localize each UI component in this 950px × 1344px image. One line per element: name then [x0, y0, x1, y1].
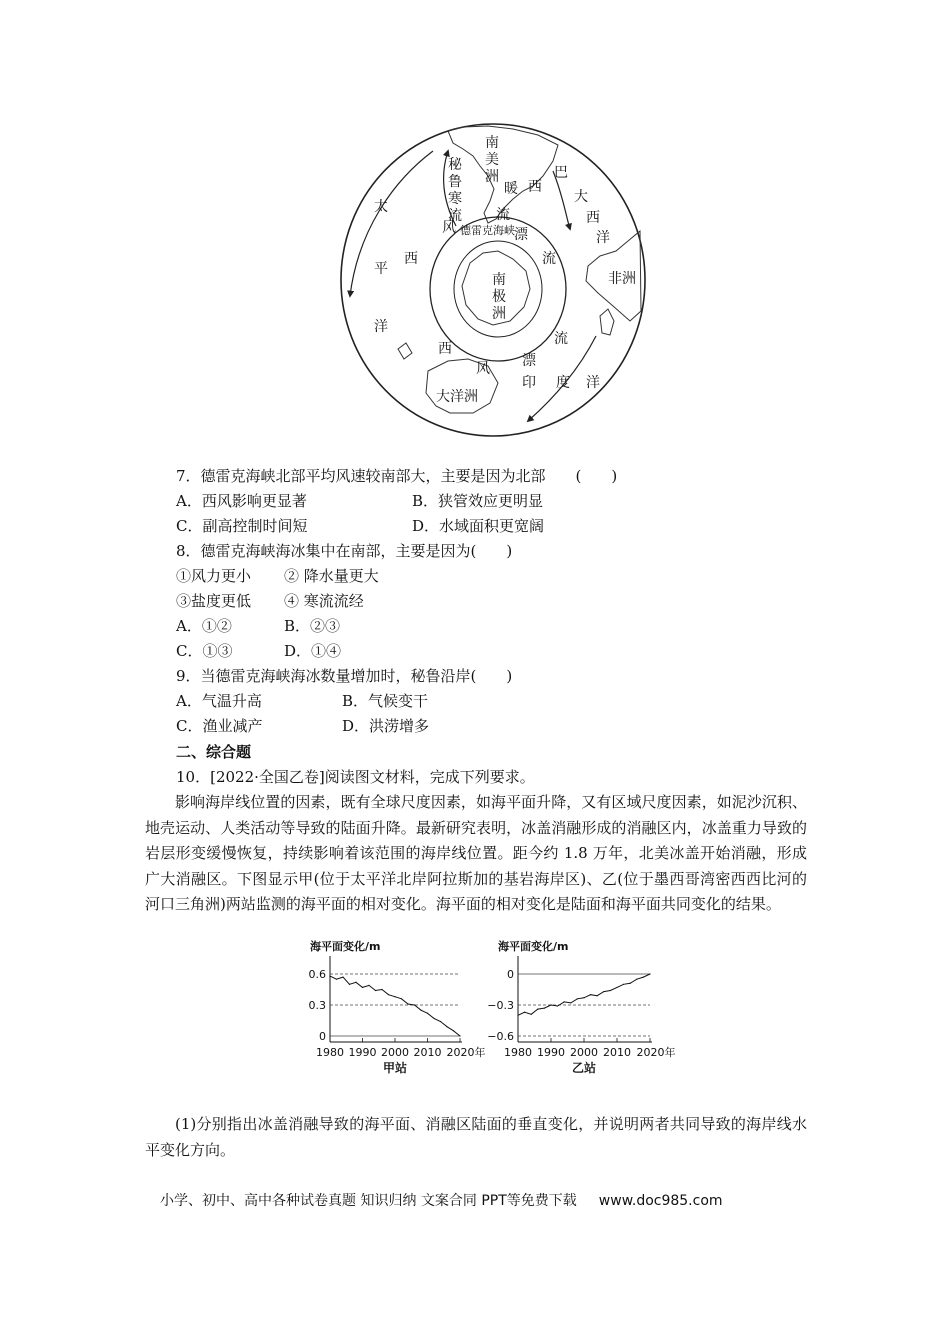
data-point [616, 987, 617, 988]
data-point [570, 1002, 571, 1003]
question-7-options-row-2 [176, 514, 545, 538]
data-point [590, 994, 591, 995]
label-africa: 非洲 [608, 271, 636, 287]
data-point [368, 985, 369, 986]
sub-question-1: (1)分别指出冰盖消融导致的海平面、消融区陆面的垂直变化，并说明两者共同导致的海岸线水平变化方向。 [145, 1115, 807, 1159]
page-footer [160, 1190, 723, 1210]
label-south-america [485, 134, 499, 185]
option-b[interactable]: B．②③ [284, 617, 341, 635]
svg-text:南: 南 [485, 135, 499, 151]
series-line [330, 976, 460, 1036]
chart-station-jia [308, 938, 486, 1090]
x-tick-label: 2000 [381, 1046, 409, 1059]
x-tick-label: 1980 [504, 1046, 532, 1059]
data-point [420, 1010, 421, 1011]
section-title: 二、综合题 [176, 743, 252, 761]
data-point [636, 979, 637, 980]
svg-text:印: 印 [522, 375, 536, 391]
data-point [433, 1018, 434, 1019]
chart-title: 海平面变化/m [498, 940, 569, 953]
item-3: ③盐度更低 [176, 592, 252, 610]
data-point [440, 1021, 441, 1022]
question-7-options-row-1 [176, 489, 544, 513]
svg-text:洋: 洋 [596, 230, 610, 246]
option-b[interactable]: B．狭管效应更明显 [412, 492, 544, 510]
data-point [388, 994, 389, 995]
label-west-c: 西 [438, 341, 452, 357]
data-point [649, 973, 650, 974]
option-d[interactable]: D．水域面积更宽阔 [412, 517, 545, 535]
data-point [446, 1026, 447, 1027]
question-8-items-row-1 [176, 564, 379, 588]
option-c[interactable]: C．①③ [176, 642, 233, 660]
option-c[interactable]: C．副高控制时间短 [176, 517, 308, 535]
svg-text:洋: 洋 [374, 319, 388, 335]
madagascar [600, 309, 614, 335]
chart-station-yi [486, 938, 676, 1090]
option-a[interactable]: A．气温升高 [176, 692, 262, 710]
option-d[interactable]: D．①④ [284, 642, 342, 660]
data-point [583, 997, 584, 998]
y-tick-label: 0.6 [308, 968, 326, 981]
y-tick-label: 0 [507, 968, 514, 981]
label-oceania: 大洋洲 [436, 389, 478, 405]
option-a[interactable]: A．西风影响更显著 [176, 492, 307, 510]
chart-yi-svg [486, 938, 676, 1090]
label-drift: 漂 [514, 227, 528, 243]
data-point [349, 984, 350, 985]
label-pacific [374, 198, 388, 335]
station-name: 乙站 [571, 1061, 597, 1075]
data-point [597, 995, 598, 996]
y-tick-label: 0.3 [308, 999, 326, 1012]
label-current-b: 流 [554, 331, 568, 347]
pacific-gyre-arrow [350, 151, 433, 296]
data-point [603, 991, 604, 992]
item-4: ④ 寒流流经 [284, 592, 364, 610]
svg-text:极: 极 [492, 289, 506, 305]
data-point [517, 1015, 518, 1016]
y-tick-label: −0.6 [487, 1030, 514, 1043]
option-c[interactable]: C．渔业减产 [176, 717, 263, 735]
data-point [577, 998, 578, 999]
item-1: ①风力更小 [176, 567, 252, 585]
question-9-stem: 9．当德雷克海峡海冰数量增加时，秘鲁沿岸( ) [176, 667, 513, 685]
label-antarctica [492, 271, 506, 322]
label-wind-b: 风 [476, 361, 490, 377]
svg-text:南: 南 [492, 272, 506, 288]
label-wind: 风 [442, 220, 456, 236]
station-name: 甲站 [382, 1061, 408, 1075]
label-indian-ocean [522, 374, 600, 391]
chart-title: 海平面变化/m [310, 940, 381, 953]
y-tick-label: 0 [319, 1030, 326, 1043]
x-tick-label: 2010 [603, 1046, 631, 1059]
svg-text:洲: 洲 [492, 306, 506, 322]
label-atlantic [574, 188, 610, 246]
question-7-stem: 7．德雷克海峡北部平均风速较南部大，主要是因为北部 ( ) [176, 467, 618, 485]
x-tick-label: 2000 [570, 1046, 598, 1059]
svg-text:寒: 寒 [448, 191, 462, 207]
svg-text:美: 美 [485, 152, 499, 168]
data-point [427, 1013, 428, 1014]
data-point [610, 990, 611, 991]
question-10-material: 影响海岸线位置的因素，既有全球尺度因素，如海平面升降，又有区域尺度因素，如泥沙沉积、地壳运动、人类活动等导致的陆面升降。最新研究表明，冰盖消融形成的消融区内，冰盖重力导致的岩层形变缓慢恢复，持续影响着该范围的海岸线位置。距今约 1.8 万年，北美冰盖开始消融，形成广大消融区。下图显示甲(位于太平洋北岸阿拉斯加的基岩海岸区)、乙(位于墨西哥湾密西西比河的河口三角洲)两站监测的海平面的相对变化。海平面的相对变化是陆面和海平面共同变化的结果。 [145, 793, 807, 913]
footer-text: 小学、初中、高中各种试卷真题 知识归纳 文案合同 PPT等免费下载 [160, 1193, 577, 1209]
label-current: 流 [542, 251, 556, 267]
data-point [643, 977, 644, 978]
svg-text:太: 太 [374, 199, 388, 215]
option-d[interactable]: D．洪涝增多 [342, 717, 430, 735]
x-tick-label: 1990 [348, 1046, 377, 1059]
question-8-options-row-2 [176, 639, 342, 663]
label-brazil: 巴 [554, 165, 568, 181]
label-west-b: 西 [528, 179, 542, 195]
data-point [381, 989, 382, 990]
label-west: 西 [404, 251, 418, 267]
data-point [557, 1005, 558, 1006]
data-point [401, 998, 402, 999]
question-8-stem: 8．德雷克海峡海冰集中在南部，主要是因为( ) [176, 542, 513, 560]
label-peru-current [448, 157, 463, 224]
map-svg [338, 121, 648, 439]
label-warm: 暖 [504, 181, 518, 197]
svg-text:西: 西 [586, 210, 600, 226]
data-point [531, 1014, 532, 1015]
y-tick-label: −0.3 [487, 999, 514, 1012]
x-tick-label: 2010 [413, 1046, 442, 1059]
data-point [394, 996, 395, 997]
data-point [524, 1012, 525, 1013]
data-point [329, 975, 330, 976]
data-point [453, 1030, 454, 1031]
data-point [407, 1003, 408, 1004]
svg-text:大: 大 [574, 189, 588, 205]
data-point [375, 990, 376, 991]
data-point [550, 1004, 551, 1005]
data-point [342, 977, 343, 978]
question-9-options-row-1 [176, 689, 429, 713]
question-8-items-row-2 [176, 589, 364, 613]
svg-text:秘: 秘 [448, 157, 462, 173]
svg-text:平: 平 [374, 261, 388, 277]
footer-site-link[interactable]: www.doc985.com [598, 1193, 723, 1209]
data-point [544, 1008, 545, 1009]
label-drake-passage: 德雷克海峡 [460, 224, 515, 237]
x-tick-label: 2020年 [446, 1046, 486, 1059]
option-a[interactable]: A．①② [176, 617, 232, 635]
svg-text:度: 度 [556, 375, 570, 391]
data-point [355, 982, 356, 983]
ocean-current-map [338, 121, 648, 439]
svg-text:鲁: 鲁 [448, 174, 462, 190]
data-point [537, 1009, 538, 1010]
svg-text:洋: 洋 [586, 375, 600, 391]
x-tick-label: 2020年 [636, 1046, 676, 1059]
new-zealand [398, 343, 412, 359]
option-b[interactable]: B．气候变干 [342, 692, 429, 710]
data-point [564, 1001, 565, 1002]
question-8-options-row-1 [176, 614, 341, 638]
question-9-options-row-2 [176, 714, 430, 738]
data-point [414, 1004, 415, 1005]
chart-jia-svg [308, 938, 486, 1090]
label-flow: 流 [496, 207, 510, 223]
x-tick-label: 1980 [316, 1046, 344, 1059]
data-point [630, 983, 631, 984]
data-point [623, 984, 624, 985]
svg-text:流: 流 [448, 208, 462, 224]
svg-text:洲: 洲 [485, 169, 499, 185]
data-point [362, 987, 363, 988]
data-point [459, 1035, 460, 1036]
data-point [336, 979, 337, 980]
x-tick-label: 1990 [537, 1046, 565, 1059]
question-10-stem: 10．[2022·全国乙卷]阅读图文材料，完成下列要求。 [176, 768, 535, 786]
label-drift-b: 漂 [522, 353, 536, 369]
item-2: ② 降水量更大 [284, 567, 379, 585]
